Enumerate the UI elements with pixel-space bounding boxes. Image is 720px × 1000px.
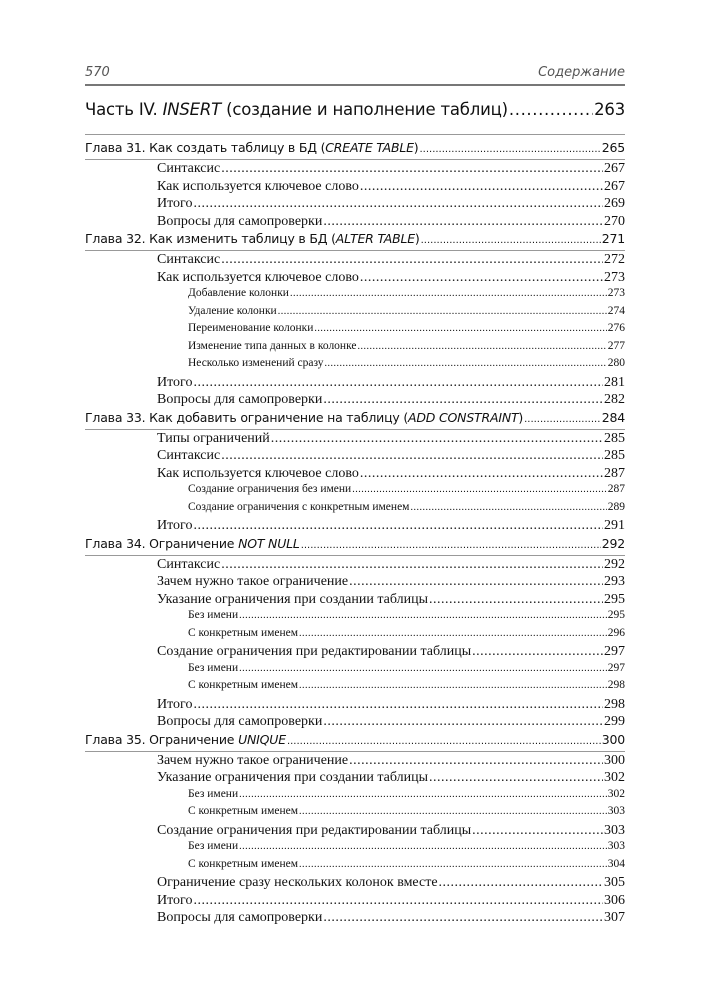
section-page-number: 285 — [604, 430, 625, 446]
toc-chapter-entry[interactable] — [85, 410, 625, 428]
chapter-list — [85, 140, 625, 928]
toc-section-entry[interactable] — [85, 557, 625, 575]
section-page-number: 287 — [604, 465, 625, 481]
section-title: Итого — [157, 518, 193, 533]
header-rule — [85, 84, 625, 86]
toc-section-entry[interactable] — [85, 770, 625, 788]
part-title-keyword: INSERT — [162, 100, 222, 119]
chapter-title-suffix: ) — [414, 231, 420, 246]
section-title: Типы ограничений — [157, 430, 270, 446]
section-title: Указание ограничения при создании таблицы — [157, 770, 428, 785]
part-page-number: 263 — [594, 100, 625, 119]
dot-leader — [299, 627, 607, 639]
subsection-page-number: 273 — [607, 287, 625, 299]
chapter-rule — [85, 159, 625, 160]
dot-leader — [472, 823, 603, 839]
chapter-title-keyword: CREATE TABLE — [325, 140, 414, 155]
dot-leader — [239, 609, 607, 621]
chapter-title-suffix: ) — [413, 140, 419, 155]
toc-section-entry[interactable] — [85, 466, 625, 484]
toc-section-entry[interactable] — [85, 875, 625, 893]
toc-subsection-entry[interactable] — [85, 483, 625, 501]
dot-leader — [193, 893, 603, 909]
section-page-number: 291 — [604, 518, 625, 533]
toc-subsection-entry[interactable] — [85, 340, 625, 358]
section-title: Вопросы для самопроверки — [157, 392, 323, 407]
dot-leader — [360, 466, 603, 482]
chapter-rule — [85, 250, 625, 251]
chapter-title — [85, 231, 420, 246]
dot-leader — [299, 858, 607, 870]
subsection-title: Создание ограничения без имени — [188, 483, 352, 495]
toc-section-entry[interactable] — [85, 592, 625, 610]
section-page-number: 299 — [604, 714, 625, 729]
dot-leader — [429, 592, 603, 608]
toc-section-entry[interactable] — [85, 392, 625, 410]
toc-subsection-entry[interactable] — [85, 322, 625, 340]
dot-leader — [314, 322, 606, 334]
section-page-number: 307 — [604, 910, 625, 925]
section-page-number: 267 — [604, 178, 625, 194]
subsection-page-number: 296 — [607, 626, 625, 639]
toc-chapter-entry[interactable] — [85, 231, 625, 249]
chapter-page-number: 271 — [601, 231, 625, 246]
dot-leader — [278, 305, 607, 317]
dot-leader — [349, 753, 603, 769]
section-title: Как используется ключевое слово — [157, 178, 359, 194]
toc-section-entry[interactable] — [85, 375, 625, 393]
section-title: Как используется ключевое слово — [157, 269, 359, 285]
subsection-title: Создание ограничения с конкретным именем — [188, 500, 410, 513]
subsection-title: С конкретным именем — [188, 805, 299, 817]
dot-leader — [421, 231, 601, 246]
part-title-prefix: Часть IV. — [85, 100, 163, 119]
chapter-title-prefix: Глава 35. Ограничение — [85, 731, 239, 747]
toc-subsection-entry[interactable] — [85, 287, 625, 305]
toc-subsection-entry[interactable] — [85, 357, 625, 375]
toc-section-entry[interactable] — [85, 697, 625, 715]
toc-section-entry[interactable] — [85, 823, 625, 841]
subsection-page-number: 277 — [607, 339, 625, 352]
subsection-page-number: 302 — [607, 787, 625, 800]
chapter-title-prefix: Глава 31. Как создать таблицу в БД ( — [85, 140, 326, 155]
dot-leader — [360, 179, 603, 195]
section-page-number: 306 — [604, 892, 625, 908]
toc-section-entry[interactable] — [85, 214, 625, 232]
subsection-title: С конкретным именем — [188, 857, 299, 870]
subsection-title: Удаление колонки — [188, 304, 277, 317]
subsection-page-number: 295 — [607, 609, 625, 621]
toc-section-entry[interactable] — [85, 252, 625, 270]
section-title: Ограничение сразу нескольких колонок вместе — [157, 875, 438, 890]
page-number: 570 — [85, 65, 110, 80]
toc-section-entry[interactable] — [85, 179, 625, 197]
section-title: Итого — [157, 696, 193, 712]
dot-leader — [472, 644, 603, 660]
subsection-page-number: 276 — [607, 322, 625, 334]
chapter-title-prefix: Глава 33. Как добавить ограничение на таблицу ( — [85, 409, 409, 425]
dot-leader — [193, 196, 603, 212]
section-title: Как используется ключевое слово — [157, 465, 359, 481]
section-title: Вопросы для самопроверки — [157, 910, 323, 925]
dot-leader — [239, 840, 607, 852]
toc-section-entry[interactable] — [85, 893, 625, 911]
section-title: Синтаксис — [157, 161, 221, 176]
chapter-title-keyword: ALTER TABLE — [335, 231, 415, 246]
toc-subsection-entry[interactable] — [85, 305, 625, 323]
chapter-page-number: 284 — [601, 409, 625, 425]
subsection-title: Изменение типа данных в колонке — [188, 339, 357, 352]
running-header — [85, 60, 625, 82]
dot-leader — [221, 557, 603, 573]
toc-subsection-entry[interactable] — [85, 788, 625, 806]
section-title: Указание ограничения при создании таблицы — [157, 591, 428, 607]
dot-leader — [429, 770, 603, 786]
chapter-rule — [85, 429, 625, 430]
subsection-page-number: 274 — [607, 304, 625, 317]
part-rule — [85, 134, 625, 135]
dot-leader — [287, 732, 601, 747]
section-title: Итого — [157, 374, 193, 390]
dot-leader — [299, 805, 607, 817]
toc-section-entry[interactable] — [85, 196, 625, 214]
dot-leader — [349, 574, 603, 590]
chapter-title — [85, 536, 300, 551]
dot-leader — [323, 910, 603, 926]
dot-leader — [239, 788, 607, 800]
subsection-title: Несколько изменений сразу — [188, 357, 324, 369]
subsection-page-number: 303 — [607, 840, 625, 852]
section-page-number: 270 — [604, 213, 625, 229]
subsection-title: С конкретным именем — [188, 626, 299, 639]
toc-chapter-entry[interactable] — [85, 732, 625, 750]
chapter-rule — [85, 751, 625, 752]
chapter-rule — [85, 555, 625, 556]
section-title: Создание ограничения при редактировании таблицы — [157, 644, 472, 659]
section-page-number: 298 — [604, 696, 625, 712]
dot-leader — [271, 431, 603, 447]
running-title: Содержание — [538, 65, 625, 80]
chapter-title-prefix: Глава 32. Как изменить таблицу в БД ( — [85, 231, 336, 246]
subsection-title: Без имени — [188, 787, 239, 800]
section-title: Синтаксис — [157, 448, 221, 463]
section-page-number: 273 — [604, 269, 625, 285]
toc-subsection-entry[interactable] — [85, 805, 625, 823]
section-title: Вопросы для самопроверки — [157, 714, 323, 729]
section-title: Зачем нужно такое ограничение — [157, 574, 349, 589]
section-title: Зачем нужно такое ограничение — [157, 752, 349, 768]
toc-section-entry[interactable] — [85, 574, 625, 592]
subsection-page-number: 303 — [607, 805, 625, 817]
table-of-contents — [85, 100, 625, 928]
subsection-title: С конкретным именем — [188, 679, 299, 691]
toc-section-entry[interactable] — [85, 518, 625, 536]
subsection-page-number: 298 — [607, 679, 625, 691]
section-page-number: 297 — [604, 644, 625, 659]
subsection-page-number: 304 — [607, 857, 625, 870]
book-page — [85, 60, 625, 928]
section-page-number: 292 — [604, 556, 625, 572]
subsection-page-number: 280 — [607, 357, 625, 369]
toc-subsection-entry[interactable] — [85, 609, 625, 627]
chapter-page-number: 292 — [601, 535, 625, 551]
subsection-title: Без имени — [188, 609, 239, 621]
section-page-number: 267 — [604, 161, 625, 176]
section-title: Создание ограничения при редактировании таблицы — [157, 822, 472, 838]
dot-leader — [524, 410, 601, 425]
subsection-title: Без имени — [188, 840, 239, 852]
chapter-title-keyword: ADD CONSTRAINT — [408, 409, 519, 425]
chapter-title-suffix: ) — [518, 409, 524, 425]
section-title: Синтаксис — [157, 556, 221, 572]
chapter-title-prefix: Глава 34. Ограничение — [85, 535, 239, 551]
toc-subsection-entry[interactable] — [85, 679, 625, 697]
dot-leader — [325, 357, 607, 369]
section-title: Итого — [157, 892, 193, 908]
dot-leader — [193, 375, 603, 391]
section-page-number: 282 — [604, 392, 625, 407]
dot-leader — [239, 662, 607, 674]
toc-chapter-entry[interactable] — [85, 140, 625, 158]
dot-leader — [299, 679, 607, 691]
chapter-page-number: 300 — [601, 731, 625, 747]
section-page-number: 293 — [604, 574, 625, 589]
toc-section-entry[interactable] — [85, 161, 625, 179]
dot-leader — [358, 340, 607, 352]
subsection-page-number: 287 — [607, 483, 625, 495]
dot-leader — [301, 536, 601, 551]
dot-leader — [352, 483, 607, 495]
toc-subsection-entry[interactable] — [85, 840, 625, 858]
section-page-number: 285 — [604, 448, 625, 463]
toc-part-entry[interactable] — [85, 100, 625, 126]
section-page-number: 305 — [604, 875, 625, 890]
dot-leader — [193, 697, 603, 713]
subsection-title: Добавление колонки — [188, 287, 289, 299]
chapter-title — [85, 140, 418, 155]
part-title — [85, 100, 508, 119]
toc-chapter-entry[interactable] — [85, 536, 625, 554]
subsection-page-number: 289 — [607, 500, 625, 513]
section-page-number: 303 — [604, 822, 625, 838]
dot-leader — [410, 501, 606, 513]
toc-section-entry[interactable] — [85, 448, 625, 466]
chapter-page-number: 265 — [601, 140, 625, 155]
section-page-number: 269 — [604, 196, 625, 211]
toc-section-entry[interactable] — [85, 270, 625, 288]
dot-leader — [221, 448, 603, 464]
section-page-number: 302 — [604, 770, 625, 785]
chapter-title — [85, 410, 523, 425]
section-page-number: 272 — [604, 252, 625, 267]
subsection-title: Переименование колонки — [188, 322, 314, 334]
dot-leader — [419, 140, 600, 155]
dot-leader — [221, 161, 603, 177]
toc-section-entry[interactable] — [85, 910, 625, 928]
section-title: Вопросы для самопроверки — [157, 213, 323, 229]
chapter-title-keyword: NOT NULL — [238, 535, 300, 551]
toc-section-entry[interactable] — [85, 714, 625, 732]
dot-leader — [290, 287, 607, 299]
section-page-number: 295 — [604, 591, 625, 607]
dot-leader — [509, 100, 593, 119]
chapter-title — [85, 732, 286, 747]
toc-subsection-entry[interactable] — [85, 627, 625, 645]
dot-leader — [323, 714, 603, 730]
dot-leader — [439, 875, 603, 891]
dot-leader — [193, 518, 603, 534]
dot-leader — [323, 214, 603, 230]
toc-section-entry[interactable] — [85, 644, 625, 662]
toc-subsection-entry[interactable] — [85, 662, 625, 680]
section-title: Синтаксис — [157, 252, 221, 267]
section-title: Итого — [157, 196, 193, 211]
toc-section-entry[interactable] — [85, 431, 625, 449]
dot-leader — [360, 270, 603, 286]
subsection-page-number: 297 — [607, 661, 625, 674]
dot-leader — [221, 252, 603, 268]
toc-section-entry[interactable] — [85, 753, 625, 771]
subsection-title: Без имени — [188, 661, 239, 674]
dot-leader — [323, 392, 603, 408]
chapter-title-keyword: UNIQUE — [238, 731, 286, 747]
toc-subsection-entry[interactable] — [85, 858, 625, 876]
section-page-number: 281 — [604, 374, 625, 390]
toc-subsection-entry[interactable] — [85, 501, 625, 519]
part-title-suffix: (создание и наполнение таблиц) — [221, 100, 508, 119]
section-page-number: 300 — [604, 752, 625, 768]
